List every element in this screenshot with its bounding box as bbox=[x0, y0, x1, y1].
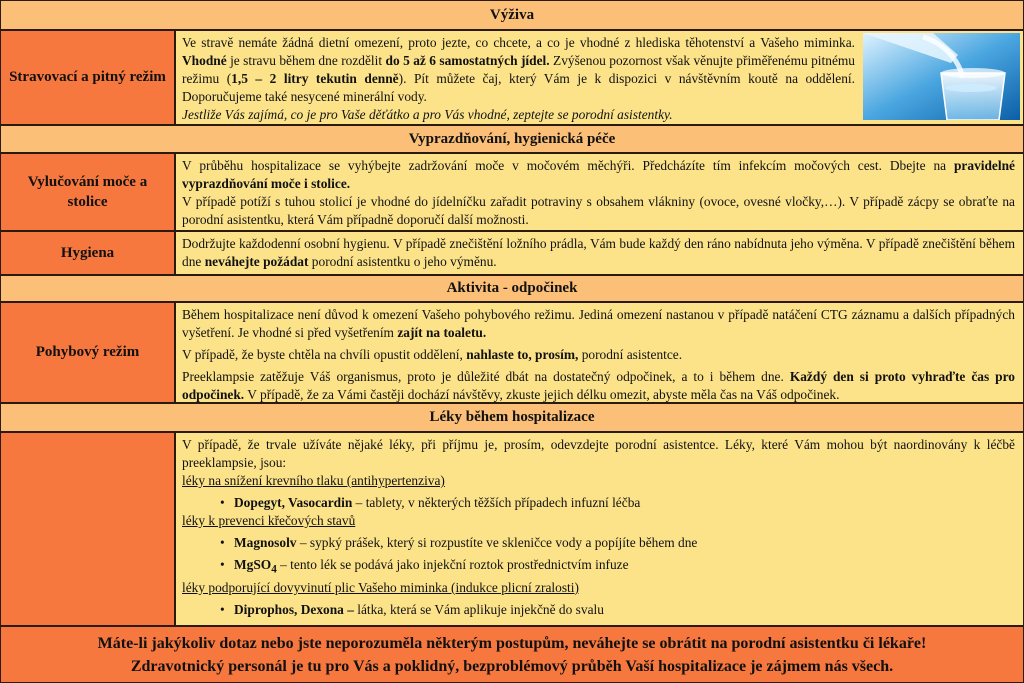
text-span: Ve stravě nemáte žádná dietní omezení, proto jezte, co chcete, a co je vhodné z hlediska těhotenství a Vašeho miminka. bbox=[182, 35, 855, 50]
row-label-excretion bbox=[0, 153, 175, 231]
drug-text bbox=[234, 494, 640, 512]
text-span: Dodržujte každodenní osobní hygienu. V případě znečištění ložního prádla, Vám bude každý den ráno nabídnuta jeho výměna. V případě znečištění během dne bbox=[182, 236, 1015, 269]
section-heading-nutrition bbox=[0, 0, 1024, 30]
text-span: ). Pít můžete čaj, který Vám je k dispozici v návštěvním koutě na oddělení. Doporučujeme také nesycené minerální vody. bbox=[182, 71, 855, 104]
text-span: Během hospitalizace není důvod k omezení Vašeho pohybového režimu. Jediná omezení nastanou v případě natáčení CTG záznamu a dalších případných vyšetření. Je vhodné si před vyšetřením bbox=[182, 307, 1015, 340]
footer-line-1: Máte-li jakýkoliv dotaz nebo jste neporozuměla některým postupům, neváhejte se obrátit na porodní asistentku či lékaře! bbox=[97, 635, 927, 652]
row-content-hygiene bbox=[175, 231, 1024, 275]
text-span: porodní asistentce. bbox=[578, 347, 683, 362]
diet-italic-note bbox=[182, 106, 855, 124]
drug-group-2: léky k prevenci křečových stavů bbox=[182, 513, 356, 528]
section-heading-hygiene bbox=[0, 125, 1024, 153]
drug-item-magnosolv bbox=[220, 534, 1015, 552]
text-span: porodní asistentku o jeho výměnu. bbox=[308, 254, 497, 269]
row-content-movement bbox=[175, 302, 1024, 403]
bullet-icon: • bbox=[220, 557, 225, 572]
row-label-text: Stravovací a pitný režim bbox=[9, 69, 166, 86]
row-label-hygiene bbox=[0, 231, 175, 275]
text-span: V průběhu hospitalizace se vyhýbejte zadržování moče v močovém měchýři. Předcházíte tím infekcím močových cest. Dbejte na bbox=[182, 158, 954, 173]
drug-item-mgso4 bbox=[220, 556, 1015, 579]
bold-span: Dopegyt, Vasocardin bbox=[234, 495, 353, 510]
section-title: Vyprazdňování, hygienická péče bbox=[408, 130, 616, 147]
movement-paragraph-3 bbox=[182, 368, 1015, 404]
bullet-icon: • bbox=[220, 601, 225, 617]
excretion-paragraph-1 bbox=[182, 157, 1015, 193]
bullet-icon: • bbox=[220, 495, 225, 510]
bold-span: Magnosolv bbox=[234, 535, 297, 550]
bold-span: Každý den si proto vyhraďte čas pro odpočinek. bbox=[182, 369, 1015, 402]
footer-line-2: Zdravotnický personál je tu pro Vás a poklidný, bezproblémový průběh Vaší hospitalizace je zájmem nás všech. bbox=[130, 658, 894, 675]
bold-span: do 5 až 6 samostatných jídel. bbox=[385, 53, 550, 68]
footer-notice bbox=[0, 626, 1024, 683]
row-label-diet bbox=[0, 30, 175, 125]
drug-item-dopegyt bbox=[220, 494, 1015, 512]
section-heading-activity bbox=[0, 275, 1024, 302]
row-label-text: Pohybový režim bbox=[35, 344, 140, 361]
bold-span: MgSO bbox=[234, 557, 272, 572]
row-label-movement bbox=[0, 302, 175, 403]
text-span: – sypký prášek, který si rozpustíte ve skleničce vody a popíjíte během dne bbox=[296, 535, 698, 550]
subscript: 4 bbox=[271, 563, 277, 576]
row-label-text: Vylučování moče a stolice bbox=[27, 173, 148, 210]
row-content-drugs bbox=[175, 432, 1024, 626]
row-content-excretion bbox=[175, 153, 1024, 231]
movement-paragraph-1 bbox=[182, 306, 1015, 342]
bold-span: Diprophos, Dexona – bbox=[234, 601, 354, 617]
text-span: je stravu během dne rozdělit bbox=[226, 53, 386, 68]
bold-span: Vhodné bbox=[182, 53, 227, 68]
section-title: Aktivita - odpočinek bbox=[446, 280, 578, 296]
text-span: látka, která se Vám aplikuje injekčně do svalu bbox=[353, 601, 604, 617]
section-title: Výživa bbox=[489, 6, 535, 23]
text-span: Zvýšenou pozornost však věnujte přiměřenému pitnému režimu ( bbox=[182, 53, 855, 86]
drug-text bbox=[234, 601, 604, 619]
row-label-text: Hygiena bbox=[60, 244, 115, 261]
bold-span: nahlaste to, prosím, bbox=[466, 347, 579, 362]
hygiene-paragraph bbox=[182, 235, 1015, 271]
bullet-icon: • bbox=[220, 535, 225, 550]
excretion-paragraph-2: V případě potíží s tuhou stolicí je vhodné do jídelníčku zařadit potraviny s obsahem vlákniny (ovoce, ovesné vločky,…). V případě zácpy se obraťte na porodní asistentku, která Vám případně doporučí další možnosti. bbox=[182, 194, 1015, 227]
drug-item-diprophos bbox=[220, 601, 1015, 619]
text-span: Preeklampsie zatěžuje Váš organismus, proto je důležité dbát na dostatečný odpočinek, a to i během dne. bbox=[182, 369, 790, 384]
text-span: – tento lék se podává jako injekční roztok prostřednictvím infuze bbox=[276, 557, 629, 572]
movement-paragraph-2 bbox=[182, 346, 1015, 364]
bold-span: 1,5 – 2 litry tekutin denně bbox=[231, 71, 399, 86]
text-span: – tablety, v některých těžších případech infuzní léčba bbox=[352, 495, 641, 510]
drug-text bbox=[234, 534, 697, 552]
water-glass-image bbox=[863, 33, 1020, 120]
section-title: Léky během hospitalizace bbox=[429, 409, 595, 425]
diet-paragraph bbox=[182, 34, 855, 106]
drug-text bbox=[234, 556, 629, 579]
text-span: V případě, že byste chtěla na chvíli opustit oddělení, bbox=[182, 347, 467, 362]
text-span: V případě, že za Vámi častěji dochází návštěvy, zkuste jejich délku omezit, abyste měla čas na Váš odpočinek. bbox=[244, 387, 840, 402]
bold-span: zajít na toaletu. bbox=[397, 325, 487, 340]
bold-span: pravidelné vyprazdňování moče i stolice. bbox=[182, 158, 1015, 191]
drug-group-3: léky podporující dovyvinutí plic Vašeho miminka (indukce plicní zralosti) bbox=[182, 579, 579, 595]
bold-span: neváhejte požádat bbox=[204, 254, 309, 269]
section-heading-drugs bbox=[0, 403, 1024, 432]
drugs-intro: V případě, že trvale užíváte nějaké léky, při příjmu je, prosím, odevzdejte porodní asistentce. Léky, které Vám mohou být naordinovány k léčbě preeklampsie, jsou: bbox=[182, 437, 1015, 470]
row-label-drugs-empty bbox=[0, 432, 175, 626]
drug-group-1: léky na snížení krevního tlaku (antihypertenziva) bbox=[182, 473, 445, 488]
italic-span: Jestliže Vás zajímá, co je pro Vaše děťátko a pro Vás vhodné, zeptejte se porodní asistentky. bbox=[182, 107, 673, 122]
